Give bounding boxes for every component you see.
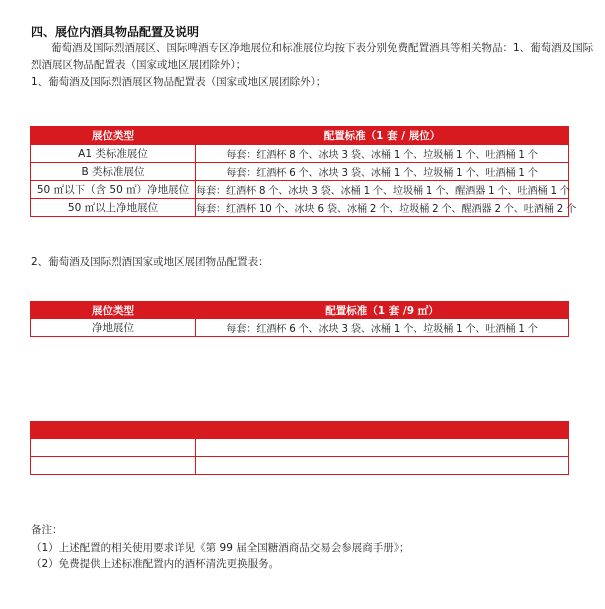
table-header-row bbox=[31, 127, 569, 145]
table1-caption: 1、葡萄酒及国际烈酒展区物品配置表（国家或地区展团除外）； bbox=[31, 76, 327, 88]
table-row bbox=[31, 163, 569, 181]
column-header-config-standard: 配置标准（1 套 /9 ㎡） bbox=[196, 302, 569, 319]
booth-type-cell: 净地展位 bbox=[31, 319, 196, 337]
table-header-row bbox=[31, 302, 569, 319]
config-standard-cell: 每套：红酒杯 8 个、冰块 3 袋、冰桶 1 个、垃圾桶 1 个、醒酒器 1 个、吐酒桶 1 个 bbox=[196, 181, 569, 199]
table-row bbox=[31, 145, 569, 163]
note-item: （1）上述配置的相关使用要求详见《第 99 届全国糖酒商品交易会参展商手册》； bbox=[31, 542, 410, 554]
config-table-2 bbox=[30, 301, 569, 337]
booth-type-cell: A1 类标准展位 bbox=[31, 145, 196, 163]
table-row bbox=[31, 199, 569, 217]
intro-line-2: 烈酒展区物品配置表（国家或地区展团除外）； bbox=[31, 59, 247, 71]
table2-caption: 2、葡萄酒及国际烈酒国家或地区展团物品配置表： bbox=[31, 256, 269, 268]
column-header-booth-type: 展位类型 bbox=[31, 127, 196, 145]
table-row bbox=[31, 319, 569, 337]
note-item: （2）免费提供上述标准配置内的酒杯清洗更换服务。 bbox=[31, 558, 280, 570]
intro-line-1: 葡萄酒及国际烈酒展区、国际啤酒专区净地展位和标准展位均按下表分别免费配置酒具等相关物品：1、葡萄酒及国际 bbox=[51, 42, 594, 54]
config-standard-cell: 每套：红酒杯 6 个、冰块 3 袋、冰桶 1 个、垃圾桶 1 个、吐酒桶 1 个 bbox=[196, 319, 569, 337]
empty-cell bbox=[31, 439, 196, 457]
config-standard-cell: 每套：红酒杯 8 个、冰块 3 袋、冰桶 1 个、垃圾桶 1 个、吐酒桶 1 个 bbox=[196, 145, 569, 163]
empty-cell bbox=[31, 457, 196, 475]
empty-table bbox=[30, 421, 569, 475]
table-row bbox=[31, 181, 569, 199]
section-title: 四、展位内酒具物品配置及说明 bbox=[31, 25, 200, 39]
booth-type-cell: 50 ㎡以下（含 50 ㎡）净地展位 bbox=[31, 181, 196, 199]
empty-header-cell bbox=[196, 422, 569, 439]
column-header-booth-type: 展位类型 bbox=[31, 302, 196, 319]
table-header-row bbox=[31, 422, 569, 439]
empty-cell bbox=[196, 457, 569, 475]
table-row bbox=[31, 457, 569, 475]
column-header-config-standard: 配置标准（1 套 / 展位） bbox=[196, 127, 569, 145]
config-table-1 bbox=[30, 126, 577, 217]
notes-label: 备注： bbox=[31, 524, 63, 536]
config-standard-cell: 每套：红酒杯 10 个、冰块 6 袋、冰桶 2 个、垃圾桶 2 个、醒酒器 2 个、吐酒桶 2 个 bbox=[196, 199, 569, 217]
booth-type-cell: B 类标准展位 bbox=[31, 163, 196, 181]
empty-header-cell bbox=[31, 422, 196, 439]
table-row bbox=[31, 439, 569, 457]
booth-type-cell: 50 ㎡以上净地展位 bbox=[31, 199, 196, 217]
empty-cell bbox=[196, 439, 569, 457]
config-standard-cell: 每套：红酒杯 6 个、冰块 3 袋、冰桶 1 个、垃圾桶 1 个、吐酒桶 1 个 bbox=[196, 163, 569, 181]
